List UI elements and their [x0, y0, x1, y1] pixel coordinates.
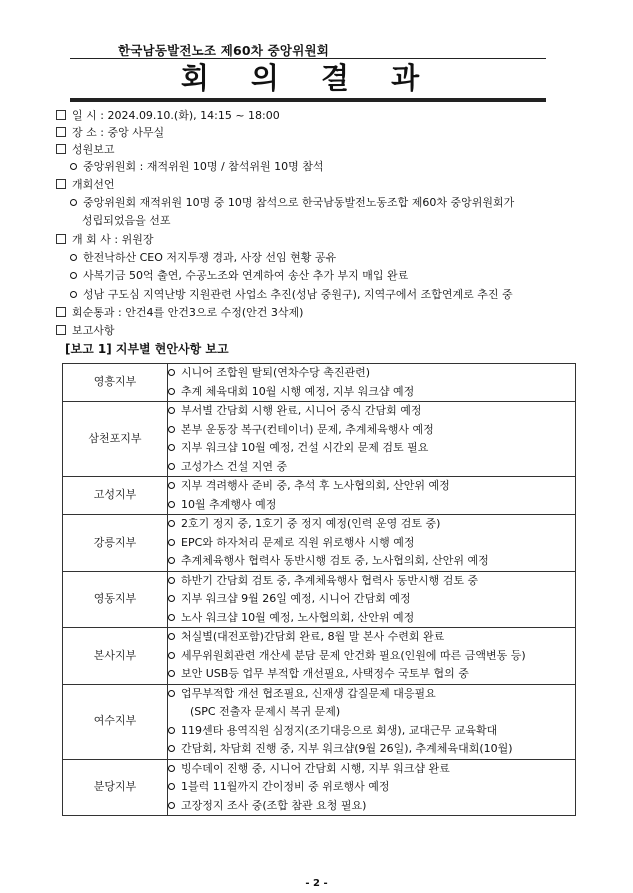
circle-bullet-icon	[168, 388, 175, 395]
circle-bullet-icon	[168, 539, 175, 546]
branch-name: 영흥지부	[63, 364, 168, 402]
branch-item-text: (SPC 전출자 문제시 복귀 문제)	[190, 705, 341, 718]
branch-item-text: 119센타 용역직원 심정지(조기대응으로 회생), 교대근무 교육확대	[181, 723, 498, 737]
branch-items	[168, 628, 576, 685]
circle-bullet-icon	[168, 614, 175, 621]
branch-item	[168, 364, 575, 383]
circle-bullet-icon	[168, 783, 175, 790]
branch-item	[168, 740, 575, 759]
quorum-detail	[70, 159, 324, 174]
branch-item	[168, 665, 575, 684]
page-number: - 2 -	[305, 878, 328, 889]
branch-item-text: 부서별 간담회 시행 완료, 시니어 중식 간담회 예정	[181, 404, 422, 417]
table-row	[63, 402, 576, 477]
circle-bullet-icon	[168, 482, 175, 489]
branch-item	[168, 572, 575, 591]
agenda-pass-line	[56, 305, 303, 320]
circle-bullet-icon	[70, 163, 77, 170]
branch-item	[168, 628, 575, 647]
greeting-item	[70, 250, 336, 265]
circle-bullet-icon	[168, 802, 175, 809]
checkbox-square-icon	[56, 234, 66, 244]
branch-item	[168, 703, 575, 722]
branch-item	[168, 515, 575, 534]
branch-name: 강릉지부	[63, 515, 168, 572]
branch-item-text: 업무부적합 개선 협조필요, 신재생 갑질문제 대응필요	[181, 686, 436, 700]
greeting-heading	[56, 232, 153, 247]
branch-item	[168, 421, 575, 440]
place-text: 장 소 : 중앙 사무실	[72, 126, 165, 139]
circle-bullet-icon	[168, 520, 175, 527]
branch-item	[168, 778, 575, 797]
branch-item	[168, 760, 575, 779]
branch-item	[168, 383, 575, 402]
circle-bullet-icon	[168, 745, 175, 752]
branch-item-text: 처실별(대전포함)간담회 완료, 8월 말 본사 수련회 완료	[181, 630, 445, 643]
branch-issues-table	[62, 363, 576, 816]
branch-item	[168, 477, 575, 496]
report-heading-text: 보고사항	[72, 324, 115, 337]
greeting-item-text: 성남 구도심 지역난방 지원관련 사업소 추진(성남 중원구), 지역구에서 조합연계로 추진 중	[83, 288, 513, 301]
circle-bullet-icon	[168, 444, 175, 451]
branch-item	[168, 496, 575, 515]
circle-bullet-icon	[168, 670, 175, 677]
opening-heading	[56, 177, 115, 192]
branch-item	[168, 609, 575, 628]
branch-items	[168, 684, 576, 759]
branch-item-text: 추계체육행사 협력사 동반시행 검토 중, 노사협의회, 산안위 예정	[181, 554, 489, 567]
branch-item-text: 노사 워크샵 10월 예정, 노사협의회, 산안위 예정	[181, 610, 415, 624]
branch-item-text: 지부 격려행사 준비 중, 추석 후 노사협의회, 산안위 예정	[181, 479, 450, 492]
org-title: 한국남동발전노조 제60차 중앙위원회	[118, 43, 330, 58]
document-title: 회 의 결 과	[180, 61, 436, 95]
circle-bullet-icon	[168, 577, 175, 584]
quorum-heading	[56, 142, 115, 157]
circle-bullet-icon	[70, 199, 77, 206]
circle-bullet-icon	[168, 652, 175, 659]
circle-bullet-icon	[168, 595, 175, 602]
circle-bullet-icon	[168, 426, 175, 433]
branch-items	[168, 571, 576, 628]
branch-name: 여수지부	[63, 684, 168, 759]
branch-item	[168, 552, 575, 571]
branch-item-text: 빙수데이 진행 중, 시니어 간담회 시행, 지부 워크샵 완료	[181, 761, 450, 775]
checkbox-square-icon	[56, 179, 66, 189]
title-rule	[70, 98, 546, 102]
branch-name: 영동지부	[63, 571, 168, 628]
branch-items	[168, 364, 576, 402]
checkbox-square-icon	[56, 307, 66, 317]
report-heading	[56, 323, 115, 338]
checkbox-square-icon	[56, 110, 66, 120]
table-row	[63, 515, 576, 572]
circle-bullet-icon	[168, 557, 175, 564]
branch-item-text: 간담회, 차담회 진행 중, 지부 워크샵(9월 26일), 추계체육대회(10월)	[181, 742, 513, 755]
branch-items	[168, 477, 576, 515]
branch-item	[168, 439, 575, 458]
circle-bullet-icon	[168, 690, 175, 697]
branch-item-text: 본부 운동장 복구(컨테이너) 문제, 추계체육행사 예정	[181, 422, 434, 436]
circle-bullet-icon	[168, 369, 175, 376]
branch-item	[168, 685, 575, 704]
branch-name: 고성지부	[63, 477, 168, 515]
branch-item-text: 하반기 간담회 검토 중, 추계체육행사 협력사 동반시행 검토 중	[181, 573, 479, 587]
greeting-item-text: 한전낙하산 CEO 저지투쟁 경과, 사장 선임 현황 공유	[83, 251, 337, 264]
circle-bullet-icon	[168, 765, 175, 772]
circle-bullet-icon	[168, 501, 175, 508]
branch-item-text: 지부 워크샵 9월 26일 예정, 시니어 간담회 예정	[181, 592, 411, 605]
branch-items	[168, 759, 576, 816]
opening-line-1	[70, 195, 514, 210]
datetime-text: 일 시 : 2024.09.10.(화), 14:15 ~ 18:00	[72, 109, 280, 122]
branch-item	[168, 402, 575, 421]
branch-item	[168, 797, 575, 816]
checkbox-square-icon	[56, 325, 66, 335]
branch-item-text: 보안 USB등 업무 부적합 개선필요, 사택정수 국토부 협의 중	[181, 667, 469, 680]
branch-item-text: 시니어 조합원 탈퇴(연차수당 촉진관련)	[181, 366, 371, 379]
branch-item-text: 2호기 정지 중, 1호기 중 정지 예정(인력 운영 검토 중)	[181, 517, 441, 530]
greeting-heading-text: 개 회 사 : 위원장	[72, 233, 154, 246]
circle-bullet-icon	[168, 407, 175, 414]
branch-item-text: 고장정지 조사 중(조합 참관 요청 필요)	[181, 798, 367, 812]
branch-item-text: EPC와 하자처리 문제로 직원 위로행사 시행 예정	[181, 535, 415, 549]
greeting-item-text: 사복기금 50억 출연, 수공노조와 연계하여 송산 추가 부지 매입 완료	[83, 269, 409, 282]
table-row	[63, 364, 576, 402]
checkbox-square-icon	[56, 144, 66, 154]
circle-bullet-icon	[168, 727, 175, 734]
branch-item-text: 지부 워크샵 10월 예정, 건설 시간외 문제 검토 필요	[181, 441, 429, 454]
branch-name: 삼천포지부	[63, 402, 168, 477]
branch-item-text: 고성가스 건설 지연 중	[181, 459, 288, 473]
opening-line-1-text: 중앙위원회 재적위원 10명 중 10명 참석으로 한국남동발전노동조합 제60차 중앙위원회가	[83, 196, 515, 209]
checkbox-square-icon	[56, 127, 66, 137]
agenda-pass-text: 회순통과 : 안건4를 안건3으로 수정(안건 3삭제)	[72, 306, 304, 319]
branch-item-text: 10월 추계행사 예정	[181, 497, 277, 511]
branch-item-text: 추계 체육대회 10월 시행 예정, 지부 워크샵 예정	[181, 384, 415, 398]
opening-heading-text: 개회선언	[72, 178, 115, 191]
branch-item	[168, 647, 575, 666]
table-row	[63, 759, 576, 816]
branch-items	[168, 515, 576, 572]
branch-name: 분당지부	[63, 759, 168, 816]
report-1-title: [보고 1] 지부별 현안사항 보고	[65, 342, 229, 356]
table-row	[63, 684, 576, 759]
branch-items	[168, 402, 576, 477]
circle-bullet-icon	[70, 254, 77, 261]
circle-bullet-icon	[168, 633, 175, 640]
datetime-line	[56, 108, 280, 123]
top-rule	[70, 58, 546, 59]
table-row	[63, 571, 576, 628]
table-row	[63, 477, 576, 515]
quorum-heading-text: 성원보고	[72, 143, 115, 156]
table-row	[63, 628, 576, 685]
branch-item	[168, 722, 575, 741]
quorum-detail-text: 중앙위원회 : 재적위원 10명 / 참석위원 10명 참석	[83, 160, 324, 173]
circle-bullet-icon	[168, 463, 175, 470]
place-line	[56, 125, 164, 140]
branch-item	[168, 590, 575, 609]
circle-bullet-icon	[70, 272, 77, 279]
branch-item-text: 1블럭 11월까지 간이정비 중 위로행사 예정	[181, 780, 390, 793]
greeting-item	[70, 287, 513, 302]
branch-item	[168, 458, 575, 477]
greeting-item	[70, 268, 408, 283]
branch-item	[168, 534, 575, 553]
opening-line-2: 성립되었음을 선포	[82, 214, 171, 227]
circle-bullet-icon	[70, 291, 77, 298]
branch-name: 본사지부	[63, 628, 168, 685]
branch-item-text: 세무위원회관련 개산세 분담 문제 안건화 필요(인원에 따른 금액변동 등)	[181, 648, 526, 662]
